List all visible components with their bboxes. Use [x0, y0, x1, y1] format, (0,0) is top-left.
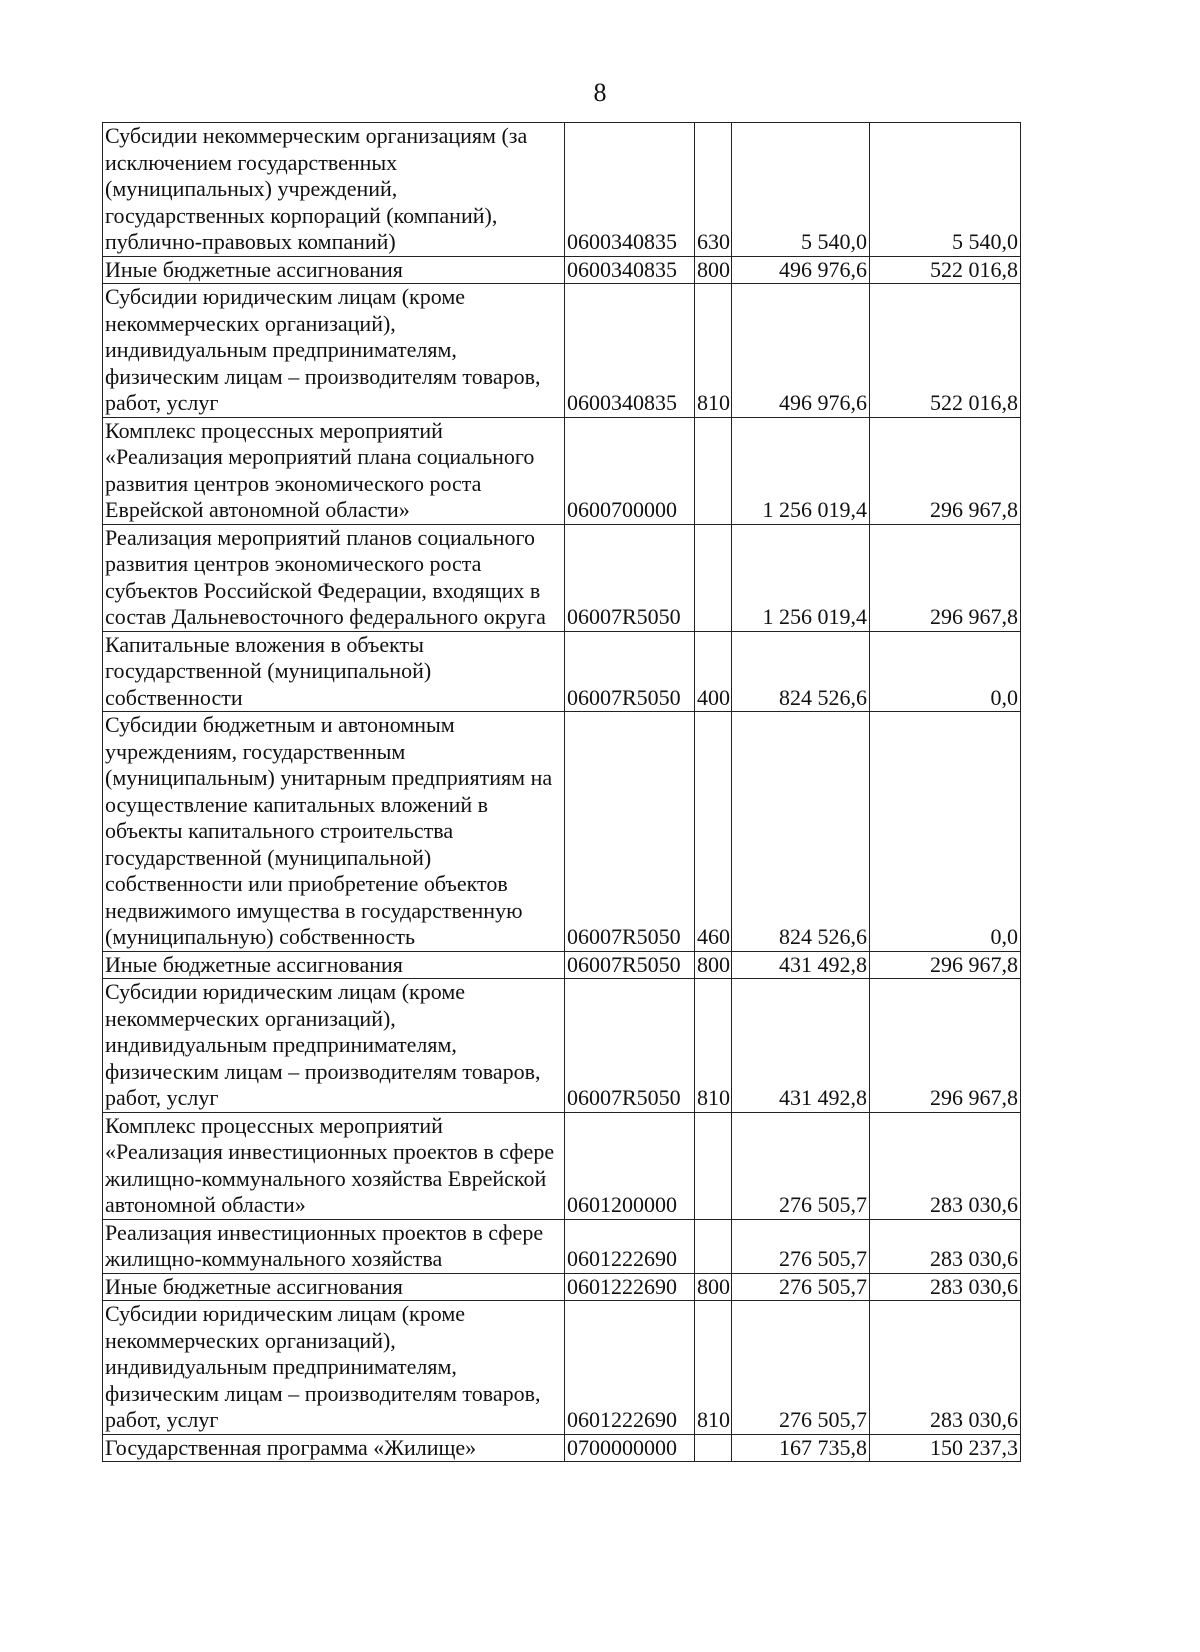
row-name: Государственная программа «Жилище» [103, 1434, 565, 1462]
row-amount-year-2: 522 016,8 [870, 284, 1021, 418]
row-amount-year-1: 496 976,6 [732, 256, 870, 284]
row-target-code: 0600700000 [565, 417, 695, 524]
row-expense-type [695, 1112, 732, 1219]
table-row [103, 631, 1021, 712]
table-row [103, 951, 1021, 979]
row-target-code: 0700000000 [565, 1434, 695, 1462]
table-row [103, 1434, 1021, 1462]
row-name: Субсидии юридическим лицам (кроме некоммерческих организаций), индивидуальным предпринимателям, физическим лицам – производителям товаров, работ, услуг [103, 284, 565, 418]
table-row [103, 284, 1021, 418]
row-amount-year-2: 296 967,8 [870, 979, 1021, 1113]
row-expense-type: 630 [695, 123, 732, 257]
row-name: Комплекс процессных мероприятий «Реализация инвестиционных проектов в сфере жилищно-коммунального хозяйства Еврейской автономной области» [103, 1112, 565, 1219]
row-expense-type: 800 [695, 1273, 732, 1301]
budget-table-body [103, 123, 1021, 1462]
row-amount-year-2: 0,0 [870, 631, 1021, 712]
row-amount-year-2: 296 967,8 [870, 951, 1021, 979]
row-expense-type: 810 [695, 284, 732, 418]
row-amount-year-1: 276 505,7 [732, 1273, 870, 1301]
row-amount-year-1: 5 540,0 [732, 123, 870, 257]
table-row [103, 712, 1021, 952]
table-row [103, 1219, 1021, 1273]
row-name: Иные бюджетные ассигнования [103, 951, 565, 979]
row-amount-year-1: 1 256 019,4 [732, 524, 870, 631]
table-row [103, 979, 1021, 1113]
row-amount-year-1: 496 976,6 [732, 284, 870, 418]
row-expense-type [695, 417, 732, 524]
row-amount-year-2: 522 016,8 [870, 256, 1021, 284]
row-target-code: 0600340835 [565, 123, 695, 257]
row-expense-type: 400 [695, 631, 732, 712]
row-amount-year-1: 431 492,8 [732, 951, 870, 979]
row-amount-year-2: 5 540,0 [870, 123, 1021, 257]
row-target-code: 0601200000 [565, 1112, 695, 1219]
row-amount-year-1: 276 505,7 [732, 1112, 870, 1219]
table-row [103, 256, 1021, 284]
row-name: Субсидии бюджетным и автономным учреждениям, государственным (муниципальным) унитарным предприятиям на осуществление капитальных вложений в объекты капитального строительства государственной (муниципальной) собственности или приобретение объектов недвижимого имущества в государственную (муниципальную) собственность [103, 712, 565, 952]
row-expense-type: 800 [695, 951, 732, 979]
row-expense-type: 800 [695, 256, 732, 284]
table-row [103, 1273, 1021, 1301]
row-name: Реализация инвестиционных проектов в сфере жилищно-коммунального хозяйства [103, 1219, 565, 1273]
row-name: Капитальные вложения в объекты государственной (муниципальной) собственности [103, 631, 565, 712]
row-expense-type: 810 [695, 1301, 732, 1435]
row-amount-year-2: 0,0 [870, 712, 1021, 952]
row-name: Комплекс процессных мероприятий «Реализация мероприятий плана социального развития центров экономического роста Еврейской автономной области» [103, 417, 565, 524]
row-name: Субсидии некоммерческим организациям (за исключением государственных (муниципальных) учреждений, государственных корпораций (компаний), публично-правовых компаний) [103, 123, 565, 257]
row-target-code: 06007R5050 [565, 979, 695, 1113]
row-amount-year-1: 276 505,7 [732, 1301, 870, 1435]
row-name: Иные бюджетные ассигнования [103, 1273, 565, 1301]
row-target-code: 0600340835 [565, 284, 695, 418]
row-amount-year-2: 283 030,6 [870, 1273, 1021, 1301]
row-amount-year-1: 1 256 019,4 [732, 417, 870, 524]
table-row [103, 524, 1021, 631]
row-amount-year-2: 283 030,6 [870, 1219, 1021, 1273]
row-amount-year-2: 283 030,6 [870, 1112, 1021, 1219]
row-amount-year-1: 824 526,6 [732, 712, 870, 952]
row-amount-year-1: 276 505,7 [732, 1219, 870, 1273]
row-name: Иные бюджетные ассигнования [103, 256, 565, 284]
row-amount-year-2: 296 967,8 [870, 524, 1021, 631]
row-name: Реализация мероприятий планов социального развития центров экономического роста субъектов Российской Федерации, входящих в состав Дальневосточного федерального округа [103, 524, 565, 631]
table-row [103, 417, 1021, 524]
table-row [103, 1301, 1021, 1435]
row-target-code: 06007R5050 [565, 631, 695, 712]
row-amount-year-2: 150 237,3 [870, 1434, 1021, 1462]
page-number: 8 [593, 78, 607, 107]
row-amount-year-1: 824 526,6 [732, 631, 870, 712]
row-amount-year-1: 431 492,8 [732, 979, 870, 1113]
row-target-code: 06007R5050 [565, 524, 695, 631]
row-target-code: 0601222690 [565, 1273, 695, 1301]
row-target-code: 06007R5050 [565, 712, 695, 952]
row-amount-year-2: 296 967,8 [870, 417, 1021, 524]
row-target-code: 0601222690 [565, 1301, 695, 1435]
row-target-code: 06007R5050 [565, 951, 695, 979]
row-expense-type [695, 1434, 732, 1462]
table-row [103, 1112, 1021, 1219]
row-target-code: 0600340835 [565, 256, 695, 284]
row-name: Субсидии юридическим лицам (кроме некоммерческих организаций), индивидуальным предпринимателям, физическим лицам – производителям товаров, работ, услуг [103, 979, 565, 1113]
row-expense-type: 460 [695, 712, 732, 952]
row-name: Субсидии юридическим лицам (кроме некоммерческих организаций), индивидуальным предпринимателям, физическим лицам – производителям товаров, работ, услуг [103, 1301, 565, 1435]
row-amount-year-1: 167 735,8 [732, 1434, 870, 1462]
row-expense-type: 810 [695, 979, 732, 1113]
row-expense-type [695, 1219, 732, 1273]
table-row [103, 123, 1021, 257]
row-amount-year-2: 283 030,6 [870, 1301, 1021, 1435]
row-expense-type [695, 524, 732, 631]
budget-table [102, 122, 1021, 1462]
row-target-code: 0601222690 [565, 1219, 695, 1273]
